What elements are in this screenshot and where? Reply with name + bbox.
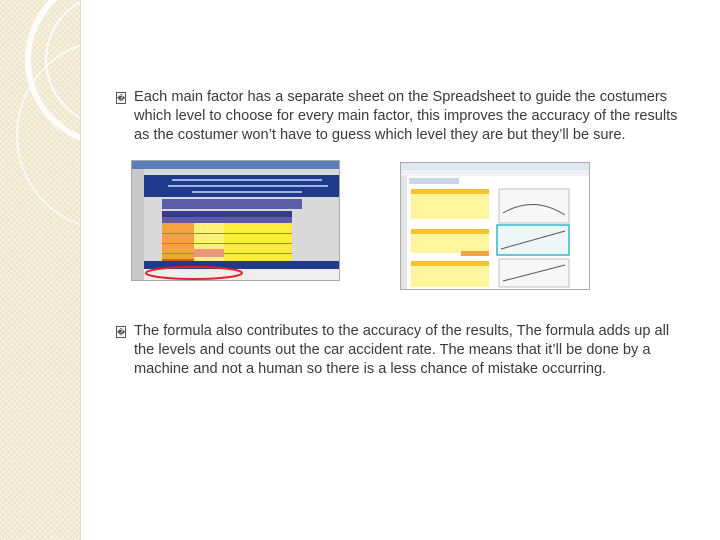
spreadsheet-charts-screenshot (400, 162, 590, 290)
concentric-circles-icon (0, 0, 80, 540)
square-bullet-icon: � (117, 94, 126, 103)
decorative-side-panel (0, 0, 80, 540)
square-bullet-icon: � (117, 328, 126, 337)
spreadsheet-charts-thumbnail-image (401, 163, 590, 290)
bullet-paragraph: The formula also contributes to the accuracy of the results, The formula adds up all the levels and counts out the car accident rate. The means that it’ll be done by a machine and not a human so there is a less chance of mistake occurring. (134, 323, 670, 377)
spreadsheet-thumbnail-image (132, 161, 340, 281)
side-panel-divider (80, 0, 81, 540)
spreadsheet-screenshot (131, 160, 340, 281)
bullet-paragraph: Each main factor has a separate sheet on the Spreadsheet to guide the costumers which level to choose for every main factor, this improves the accuracy of the results as the costumer won’t have to guess which level they are but they’ll be sure. (134, 89, 678, 143)
